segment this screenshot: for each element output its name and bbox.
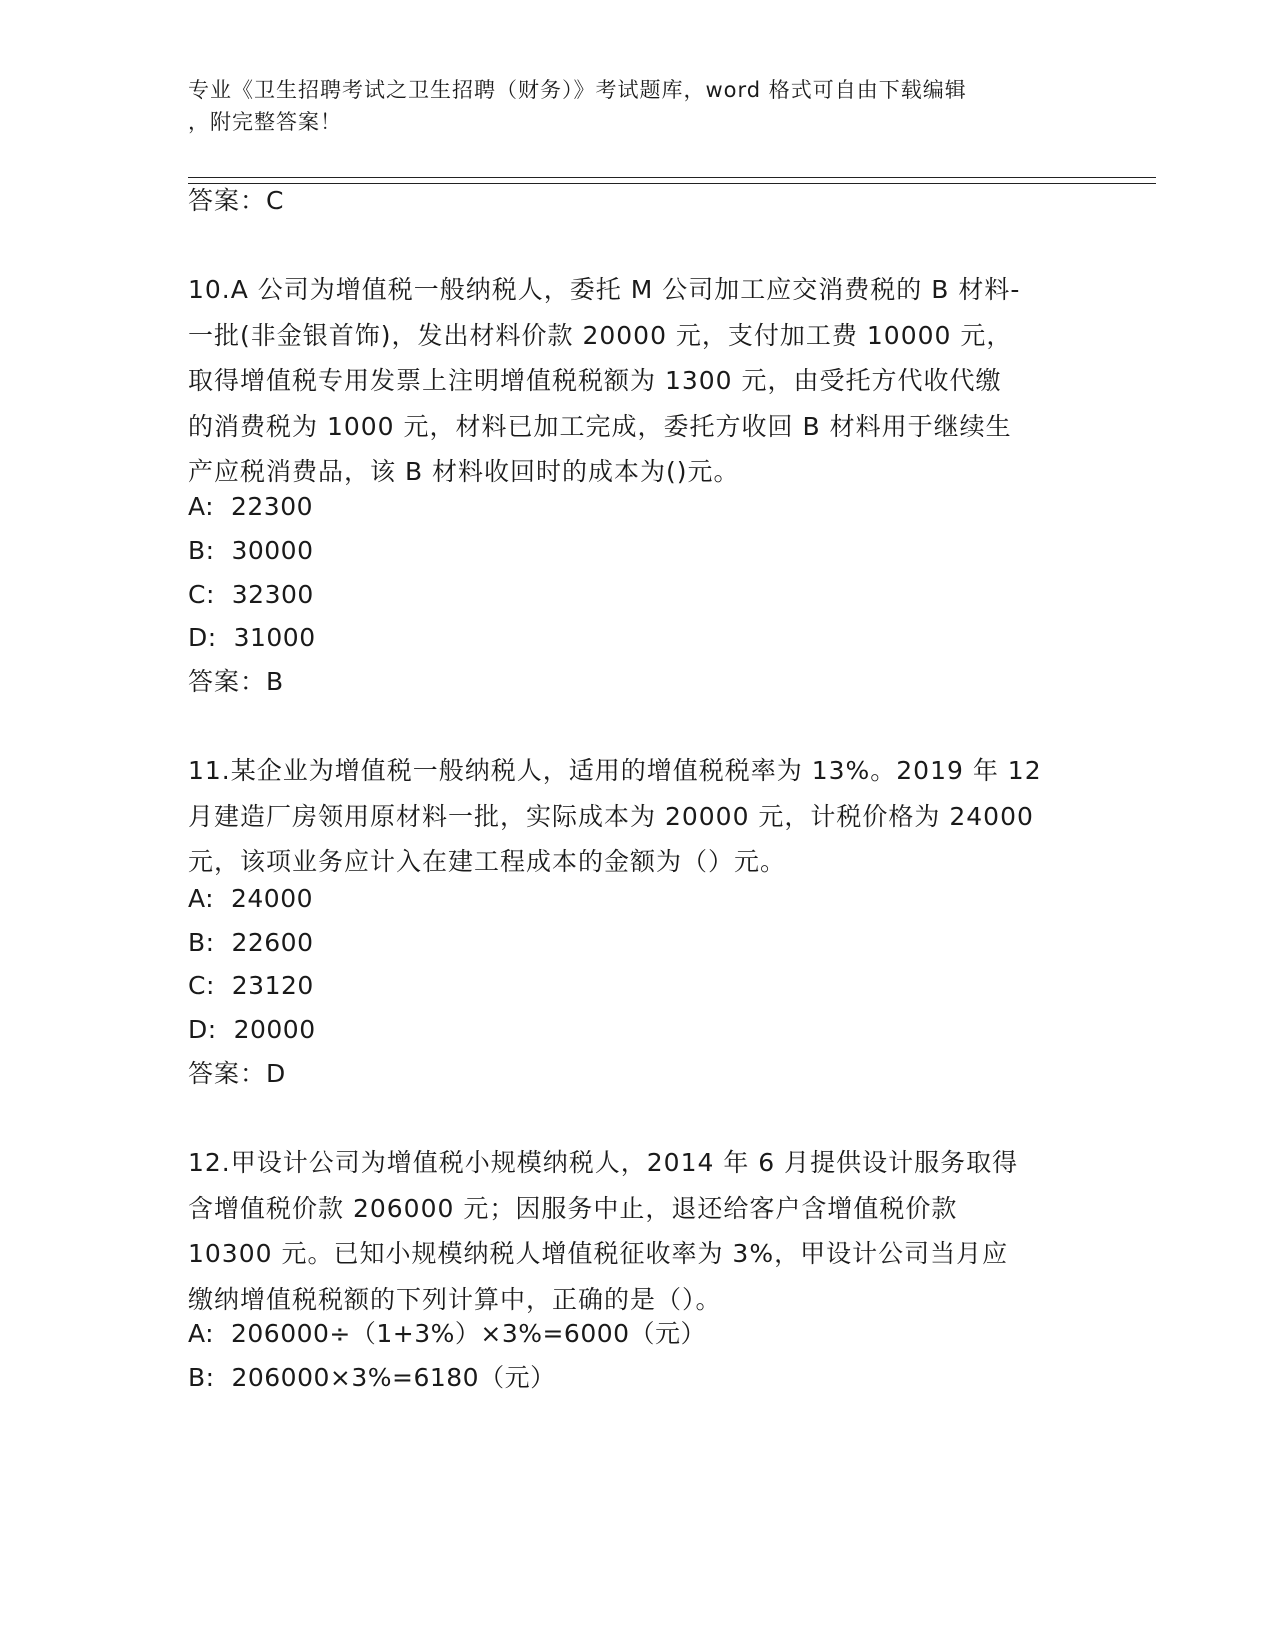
- question-11-option-a: A: 24000: [188, 884, 314, 913]
- page-header: 专业《卫生招聘考试之卫生招聘（财务）》考试题库，word 格式可自由下载编辑 ，附完整答案！: [188, 78, 967, 134]
- header-divider-top: [188, 177, 1156, 178]
- question-11-option-b: B: 22600: [188, 928, 314, 957]
- question-10-option-b: B: 30000: [188, 536, 314, 565]
- question-11-answer: 答案：D: [188, 1059, 287, 1088]
- previous-answer: 答案：C: [188, 186, 285, 215]
- question-12-text: 12.甲设计公司为增值税小规模纳税人，2014 年 6 月提供设计服务取得 含增值税价款 206000 元；因服务中止，退还给客户含增值税价款 10300 元。已知小规模纳税人增值税征收率为 3%，甲设计公司当月应 缴纳增值税税额的下列计算中，正确的是（）。: [188, 1148, 1019, 1314]
- question-10-answer: 答案：B: [188, 667, 285, 696]
- question-11-text: 11.某企业为增值税一般纳税人，适用的增值税税率为 13%。2019 年 12 月建造厂房领用原材料一批，实际成本为 20000 元，计税价格为 24000 元，该项业务应计入在建工程成本的金额为（）元。: [188, 756, 1042, 876]
- question-10-option-c: C: 32300: [188, 580, 314, 609]
- question-12-option-b: B: 206000×3%=6180（元）: [188, 1363, 556, 1392]
- question-12-option-a: A: 206000÷（1+3%）×3%=6000（元）: [188, 1319, 707, 1348]
- question-10-option-a: A: 22300: [188, 492, 314, 521]
- question-11-option-d: D: 20000: [188, 1015, 316, 1044]
- question-10-option-d: D: 31000: [188, 623, 316, 652]
- question-10-text: 10.A 公司为增值税一般纳税人，委托 M 公司加工应交消费税的 B 材料- 一批(非金银首饰)，发出材料价款 20000 元，支付加工费 10000 元， 取得增值税专用发票上注明增值税税额为 1300 元，由受托方代收代缴 的消费税为 1000 元，材料已加工完成，委托方收回 B 材料用于继续生 产应税消费品，该 B 材料收回时的成本为()元。: [188, 275, 1021, 486]
- question-11-option-c: C: 23120: [188, 971, 314, 1000]
- header-divider-bottom: [188, 183, 1156, 184]
